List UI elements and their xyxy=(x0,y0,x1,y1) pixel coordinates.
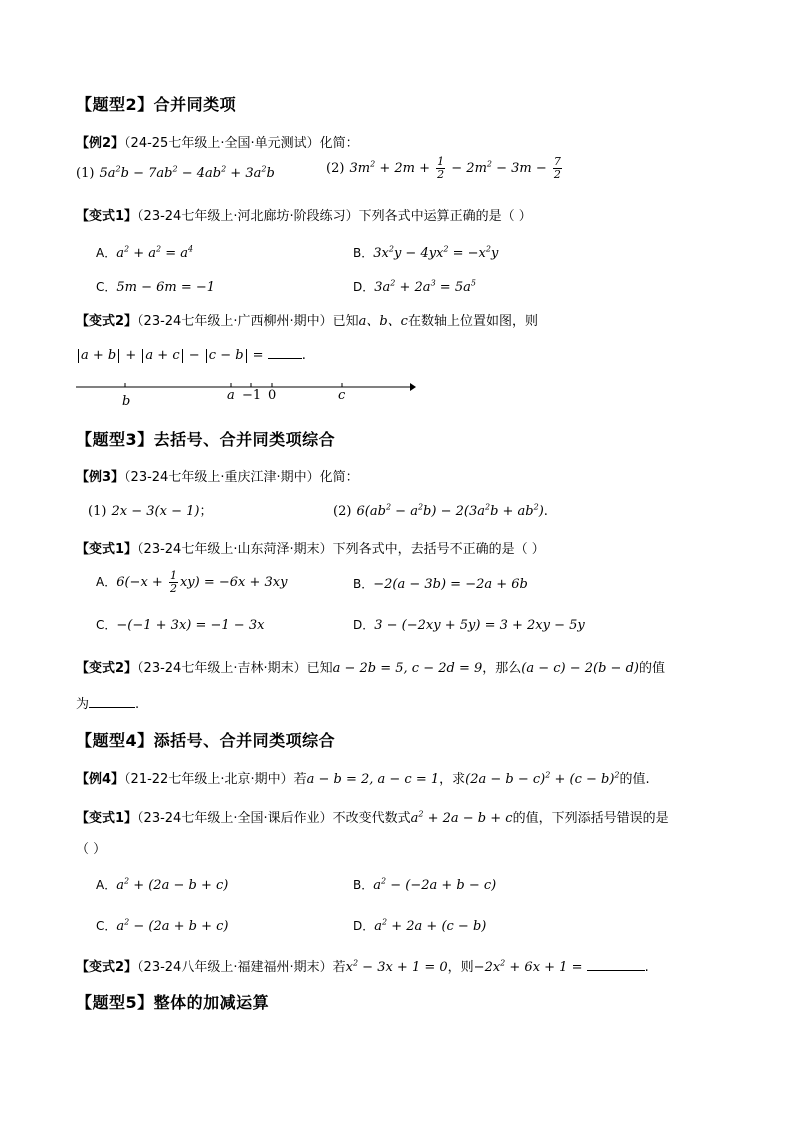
variant-source: （23-24八年级上·福建福州·期末）若 xyxy=(137,960,346,975)
option-letter: A． xyxy=(96,878,117,892)
variant-1-answer-paren: （ ） xyxy=(76,842,107,857)
example-2 xyxy=(76,132,359,151)
period: . xyxy=(301,348,306,363)
option-a: A．6(−x + $\frac{1}{2}$ xy) = −6x + 3xy xyxy=(96,569,288,595)
example-2-expr-2 xyxy=(326,156,564,181)
option-c: C．−(−1 + 3x) = −1 − 3x xyxy=(96,618,265,633)
variant-source: （23-24七年级上·河北廊坊·阶段练习）下列各式中运算正确的是（ ） xyxy=(137,209,532,224)
sub-label: (1) xyxy=(76,166,95,181)
period: . xyxy=(543,504,548,519)
math-expression: $5a^2b - 7ab^2 - 4ab^2 + 3a^2b$ xyxy=(99,164,275,181)
variant-1-type3 xyxy=(76,538,545,557)
example-3-expr-1: (1) 2x − 3(x − 1)； xyxy=(88,504,213,519)
semicolon: ； xyxy=(199,504,213,519)
option-b: B．$a^2 - (-2a + b - c)$ xyxy=(353,876,497,893)
period: . xyxy=(644,960,649,975)
option-d: D．$3a^2 + 2a^3 = 5a^5$ xyxy=(353,278,476,295)
variant-tag: 【变式1】 xyxy=(76,209,138,224)
variant-text: ，那么 xyxy=(482,661,522,676)
example-2-expr-1 xyxy=(76,162,275,181)
option-d: D．3 − (−2xy + 5y) = 3 + 2xy − 5y xyxy=(353,618,585,633)
math-letters: a、b、c xyxy=(358,314,408,329)
example-3 xyxy=(76,466,359,485)
variant-text: 在数轴上位置如图，则 xyxy=(407,314,538,329)
label-zero: 0 xyxy=(268,388,277,403)
sub-label: (2) xyxy=(333,504,352,519)
option-letter: A． xyxy=(96,246,117,260)
label-b: b xyxy=(122,394,131,409)
option-letter: C． xyxy=(96,919,117,933)
arrow-head xyxy=(410,383,416,391)
example-text: ，求 xyxy=(439,772,466,787)
example-source: （23-24七年级上·重庆江津·期中）化简： xyxy=(124,470,359,485)
option-letter: B． xyxy=(353,246,374,260)
option-letter: A． xyxy=(96,575,117,589)
variant-source: （23-24七年级上·广西柳州·期中）已知 xyxy=(137,314,359,329)
variant-tag: 【变式2】 xyxy=(76,661,138,676)
sub-label: (2) xyxy=(326,161,345,176)
example-4: 【例4】（21-22七年级上·北京·期中）若a − b = 2, a − c = 1，求$(2a - b - c)^2 + (c - b)^2$的值. xyxy=(76,770,650,787)
example-tag: 【例3】 xyxy=(76,470,125,485)
option-a: A．$a^2 + a^2 = a^4$ xyxy=(96,244,194,261)
variant-source: （23-24七年级上·吉林·期末）已知 xyxy=(137,661,333,676)
example-3-expr-2: (2) $6(ab^2 - a^2b) - 2(3a^2b + ab^2)$. xyxy=(333,502,548,519)
variant-2-expression: a + b + a + c − c − b = . xyxy=(76,344,306,363)
variant-2-line-2 xyxy=(76,693,139,712)
variant-source: （23-24七年级上·全国·课后作业）不改变代数式 xyxy=(137,811,411,826)
option-letter: D． xyxy=(353,919,375,933)
variant-text: 为 xyxy=(76,697,90,712)
example-source: （24-25七年级上·全国·单元测试）化简： xyxy=(124,136,359,151)
section-heading-type3: 【题型3】去括号、合并同类项综合 xyxy=(76,430,336,449)
variant-1-type2 xyxy=(76,205,532,224)
variant-2-type3: 【变式2】（23-24七年级上·吉林·期末）已知a − 2b = 5, c − 2d = 9，那么(a − c) − 2(b − d)的值 xyxy=(76,661,665,676)
option-letter: B． xyxy=(353,878,374,892)
variant-text: 的值，下列添括号错误的是 xyxy=(512,811,669,826)
variant-source: （23-24七年级上·山东菏泽·期末）下列各式中，去括号不正确的是（ ） xyxy=(137,542,545,557)
option-c: C．$a^2 - (2a + b + c)$ xyxy=(96,917,229,934)
section-heading-type5: 【题型5】整体的加减运算 xyxy=(76,993,270,1012)
section-heading-type2: 【题型2】合并同类项 xyxy=(76,95,237,114)
variant-tag: 【变式2】 xyxy=(76,314,138,329)
variant-2-type2 xyxy=(76,310,538,329)
variant-tag: 【变式1】 xyxy=(76,542,138,557)
math-expression: $3m^2 + 2m$ + $\frac{1}{2}$ − $2m^2 - 3m$ − $\frac{7}{2}$ xyxy=(349,155,561,181)
variant-tag: 【变式2】 xyxy=(76,960,138,975)
variant-2-type4: 【变式2】（23-24八年级上·福建福州·期末）若$x^2 - 3x + 1 = 0$，则$-2x^2 + 6x + 1$ = . xyxy=(76,958,649,975)
example-tag: 【例2】 xyxy=(76,136,125,151)
option-d: D．$a^2 + 2a + (c - b)$ xyxy=(353,917,487,934)
option-b: B．−2(a − 3b) = −2a + 6b xyxy=(353,577,528,592)
option-b: B．$3x^2y - 4yx^2 = -x^2y$ xyxy=(353,244,499,261)
label-c: c xyxy=(338,388,346,403)
sub-label: (1) xyxy=(88,504,107,519)
variant-text: 的值 xyxy=(638,661,665,676)
option-letter: D． xyxy=(353,618,375,632)
example-text: 的值. xyxy=(619,772,650,787)
example-source: （21-22七年级上·北京·期中）若 xyxy=(124,772,307,787)
option-letter: D． xyxy=(353,280,375,294)
variant-text: ，则 xyxy=(447,960,474,975)
option-letter: C． xyxy=(96,280,117,294)
period: . xyxy=(135,697,140,712)
option-c: C．5m − 6m = −1 xyxy=(96,280,216,295)
label-minus-one: −1 xyxy=(242,388,262,403)
label-a: a xyxy=(227,388,235,403)
variant-tag: 【变式1】 xyxy=(76,811,138,826)
option-letter: C． xyxy=(96,618,117,632)
section-heading-type4: 【题型4】添括号、合并同类项综合 xyxy=(76,731,336,750)
option-a: A．$a^2 + (2a - b + c)$ xyxy=(96,876,229,893)
example-tag: 【例4】 xyxy=(76,772,125,787)
option-letter: B． xyxy=(353,577,374,591)
variant-1-type4: 【变式1】（23-24七年级上·全国·课后作业）不改变代数式$a^2 + 2a - b + c$的值，下列添括号错误的是 xyxy=(76,809,669,826)
